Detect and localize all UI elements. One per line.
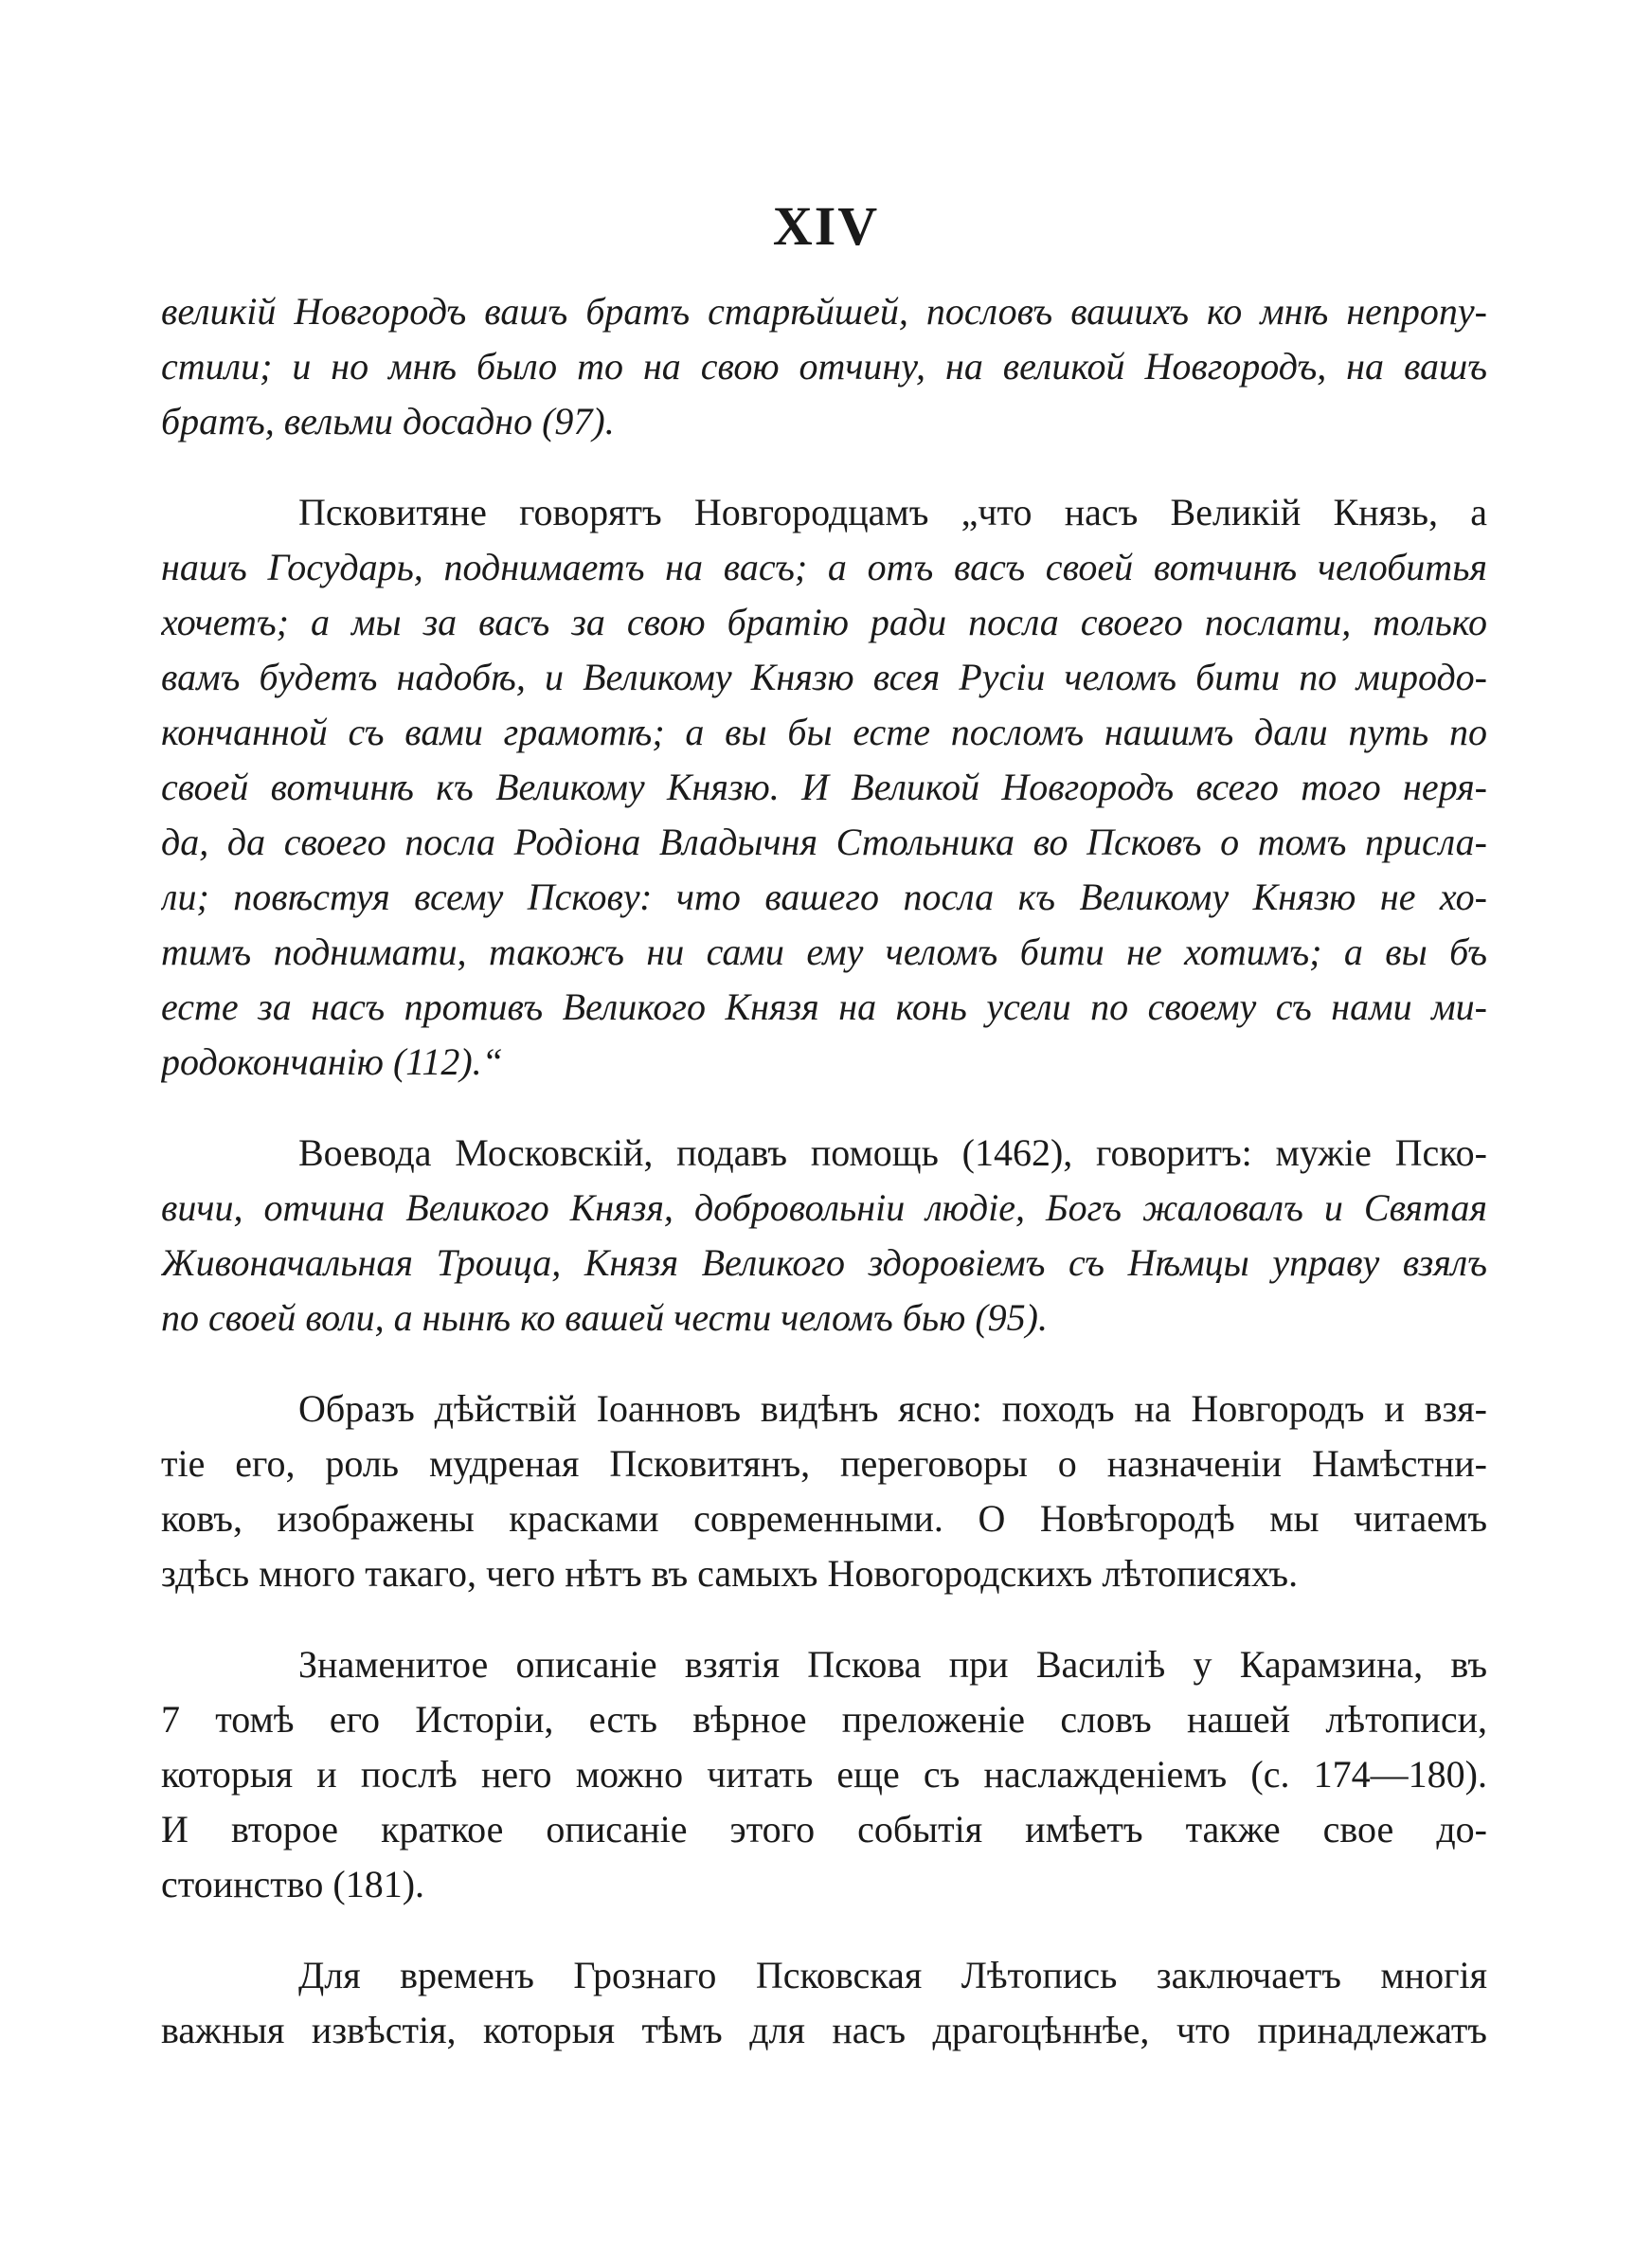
text-line: ковъ, изображены красками современными. О Новѣгородѣ мы читаемъ — [161, 1497, 1487, 1540]
body-text — [161, 284, 1487, 2058]
text-line: Живоначальная Троица, Князя Великого здоровіемъ съ Нѣмцы управу взялъ — [161, 1241, 1487, 1284]
text-line: важныя извѣстія, которыя тѣмъ для насъ драгоцѣннѣе, что принадлежатъ — [161, 2009, 1487, 2051]
text-line: которыя и послѣ него можно читать еще съ наслажденіемъ (с. 174—180). — [161, 1753, 1487, 1796]
text-line: тіе его, роль мудреная Псковитянъ, переговоры о назначеніи Намѣстни- — [161, 1442, 1487, 1485]
text-line: родокончанію (112).“ — [161, 1040, 503, 1083]
paragraph-2 — [161, 485, 1487, 1090]
text-line: Образъ дѣйствій Іоанновъ видѣнъ ясно: походъ на Новгородъ и взя- — [298, 1387, 1487, 1430]
text-line: стоинство (181). — [161, 1863, 425, 1905]
paragraph-6 — [161, 1948, 1487, 2058]
text-line: Воевода Московскій, подавъ помощь (1462), говоритъ: мужіе Пско- — [298, 1131, 1487, 1174]
paragraph-4 — [161, 1381, 1487, 1601]
text-line: есте за насъ противъ Великого Князя на конь усели по своему съ нами ми- — [161, 985, 1487, 1028]
text-line: братъ, вельми досадно (97). — [161, 400, 615, 442]
text-line: вичи, отчина Великого Князя, добровольніи людіе, Богъ жаловалъ и Святая — [161, 1186, 1487, 1229]
text-line: здѣсь много такаго, чего нѣтъ въ самыхъ Новогородскихъ лѣтописяхъ. — [161, 1552, 1299, 1595]
text-line: своей вотчинѣ къ Великому Князю. И Великой Новгородъ всего того неря- — [161, 766, 1487, 808]
text-line: Для временъ Грознаго Псковская Лѣтопись заключаетъ многія — [298, 1954, 1487, 1996]
text-line: Псковитяне говорятъ Новгородцамъ „что насъ Великій Князь, а — [298, 491, 1487, 533]
text-line: вамъ будетъ надобѣ, и Великому Князю всея Русіи челомъ бити по миродо- — [161, 656, 1487, 698]
paragraph-1 — [161, 284, 1487, 449]
paragraph-5 — [161, 1637, 1487, 1912]
text-line: стили; и но мнѣ было то на свою отчину, на великой Новгородъ, на вашъ — [161, 345, 1487, 388]
text-line: тимъ поднимати, такожъ ни сами ему челомъ бити не хотимъ; а вы бъ — [161, 930, 1487, 973]
text-line: по своей воли, а нынѣ ко вашей чести челомъ бью (95). — [161, 1296, 1048, 1339]
text-line: нашъ Государь, поднимаетъ на васъ; а отъ васъ своей вотчинѣ челобитья — [161, 546, 1487, 588]
text-line: кончанной съ вами грамотѣ; а вы бы есте посломъ нашимъ дали путь по — [161, 711, 1487, 753]
text-line: Знаменитое описаніе взятія Пскова при Василіѣ у Карамзина, въ — [298, 1643, 1487, 1686]
text-line: да, да своего посла Родіона Владычня Стольника во Псковъ о томъ присла- — [161, 821, 1487, 863]
text-line: 7 томѣ его Исторіи, есть вѣрное преложеніе словъ нашей лѣтописи, — [161, 1698, 1487, 1741]
text-line: И второе краткое описаніе этого событія имѣетъ также свое до- — [161, 1808, 1487, 1851]
paragraph-3 — [161, 1126, 1487, 1345]
text-line: ли; повѣстуя всему Пскову: что вашего посла къ Великому Князю не хо- — [161, 876, 1487, 918]
text-line: великій Новгородъ вашъ братъ старѣйшей, пословъ вашихъ ко мнѣ непропу- — [161, 290, 1487, 333]
text-line: хочетъ; а мы за васъ за свою братію ради посла своего послати, только — [161, 601, 1487, 643]
page-number: XIV — [772, 195, 880, 257]
